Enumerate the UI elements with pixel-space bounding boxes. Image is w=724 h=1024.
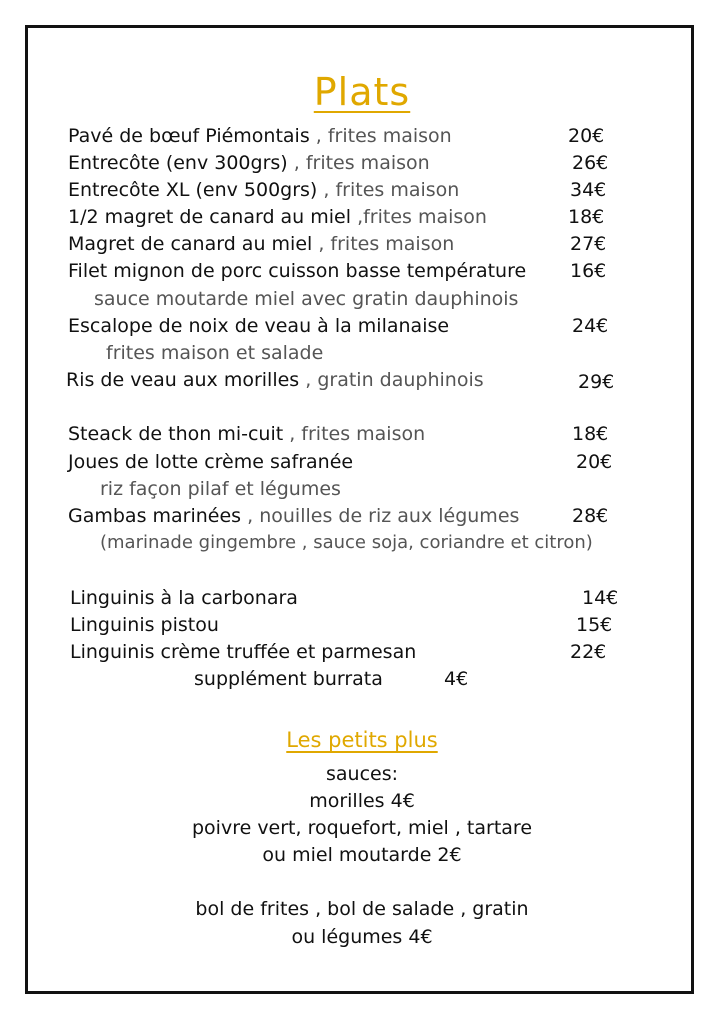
dish-price: 16€ xyxy=(570,260,607,282)
dish-desc: , frites maison xyxy=(315,125,452,147)
dish-price: 34€ xyxy=(570,179,607,201)
dish-name: Gambas marinées xyxy=(68,505,248,527)
dish-name: Entrecôte XL (env 500grs) xyxy=(68,179,324,201)
dish-item xyxy=(68,504,519,528)
dish-desc: , nouilles de riz aux légumes xyxy=(247,505,520,527)
dish-price: 14€ xyxy=(582,587,619,609)
dish-name: Magret de canard au miel xyxy=(68,233,319,255)
dish-price: 18€ xyxy=(568,206,605,228)
dish-item xyxy=(68,314,449,338)
dish-name: Steack de thon mi-cuit xyxy=(68,423,290,445)
extras-line: bol de frites , bol de salade , gratin xyxy=(195,898,529,920)
dish-price: 15€ xyxy=(576,614,613,636)
dish-price: 26€ xyxy=(572,152,609,174)
dish-name: Entrecôte (env 300grs) xyxy=(68,152,294,174)
dish-item xyxy=(68,232,454,256)
dish-desc: ,frites maison xyxy=(357,206,487,228)
dish-item xyxy=(68,259,526,283)
dish-price: 20€ xyxy=(568,125,605,147)
dish-desc: , frites maison xyxy=(289,423,426,445)
dish-subline: frites maison et salade xyxy=(106,342,324,364)
dish-price: 27€ xyxy=(570,233,607,255)
dish-name: Linguinis crème truffée et parmesan xyxy=(70,641,417,663)
dish-item xyxy=(68,178,459,202)
dish-name: 1/2 magret de canard au miel xyxy=(68,206,358,228)
dish-name: Linguinis à la carbonara xyxy=(70,587,298,609)
dish-desc: , frites maison xyxy=(323,179,460,201)
dish-price: 24€ xyxy=(572,315,609,337)
supplement-price: 4€ xyxy=(444,668,469,690)
dish-name: Joues de lotte crème safranée xyxy=(68,451,354,473)
dish-item xyxy=(70,640,416,664)
supplement-label: supplément burrata xyxy=(194,668,383,690)
dish-item xyxy=(66,368,484,392)
extras-line: ou légumes 4€ xyxy=(291,926,433,948)
dish-item xyxy=(70,586,298,610)
dish-subline: sauce moutarde miel avec gratin dauphinois xyxy=(94,288,519,310)
extras-heading: Les petits plus xyxy=(286,728,438,752)
dish-desc: , frites maison xyxy=(293,152,430,174)
dish-item xyxy=(70,613,219,637)
dish-price: 22€ xyxy=(570,641,607,663)
dish-name: Escalope de noix de veau à la milanaise xyxy=(68,315,450,337)
dish-name: Ris de veau aux morilles xyxy=(66,369,306,391)
dish-item xyxy=(68,205,487,229)
dish-subline: riz façon pilaf et légumes xyxy=(100,478,341,500)
dish-name: Pavé de bœuf Piémontais xyxy=(68,125,316,147)
extras-line: ou miel moutarde 2€ xyxy=(262,844,462,866)
dish-price: 18€ xyxy=(572,423,609,445)
extras-line: poivre vert, roquefort, miel , tartare xyxy=(191,817,533,839)
dish-desc: , gratin dauphinois xyxy=(305,369,484,391)
dish-item xyxy=(68,124,452,148)
dish-name: Linguinis pistou xyxy=(70,614,219,636)
dish-item xyxy=(68,450,353,474)
dish-desc: , frites maison xyxy=(318,233,455,255)
dish-price: 29€ xyxy=(578,371,615,393)
dish-subline: (marinade gingembre , sauce soja, coriandre et citron) xyxy=(100,532,593,553)
dish-item xyxy=(68,422,425,446)
dish-item xyxy=(68,151,430,175)
dish-price: 28€ xyxy=(572,505,609,527)
dish-name: Filet mignon de porc cuisson basse température xyxy=(68,260,527,282)
extras-line: sauces: xyxy=(325,763,399,785)
dish-price: 20€ xyxy=(576,451,613,473)
extras-line: morilles 4€ xyxy=(309,790,415,812)
page-title: Plats xyxy=(313,70,411,114)
